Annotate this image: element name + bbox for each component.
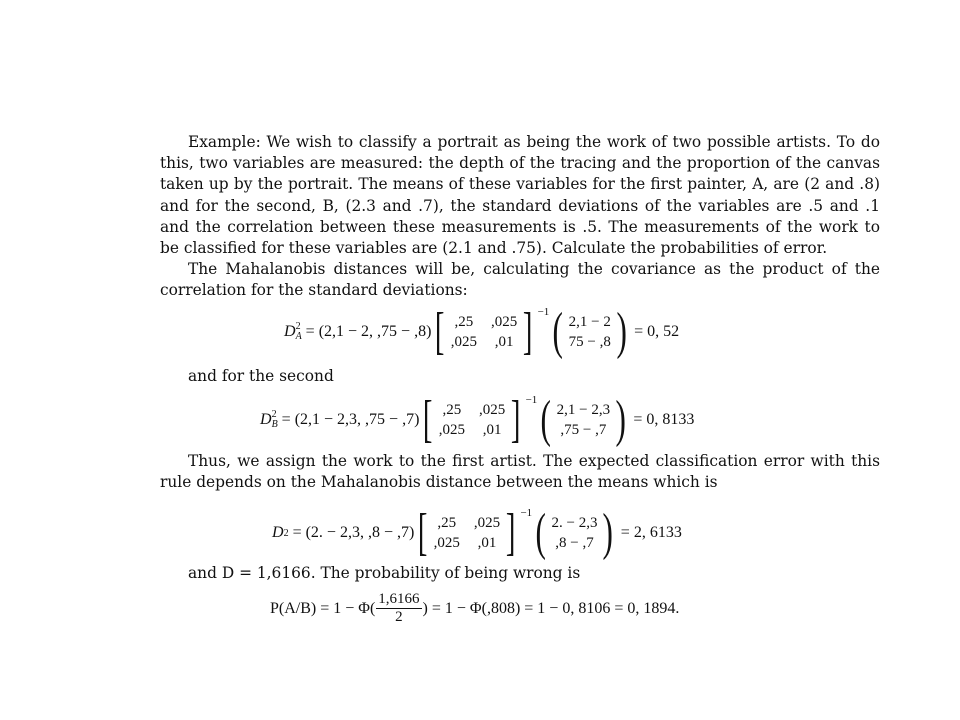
eq3-matrix	[434, 515, 501, 552]
conclusion-paragraph: Thus, we assign the work to the first artist. The expected classification error with this rule depends on the Mahalanobis distance between the means which is	[160, 452, 880, 492]
eq3-left-paren: (	[535, 504, 547, 561]
eq1-row-vector: = (2,1 − 2, ,75 − ,8)	[305, 323, 432, 340]
eq3-inverse-exponent: −1	[520, 507, 533, 519]
mahalanobis-paragraph: The Mahalanobis distances will be, calculating the covariance as the product of the correlation for the standard deviations:	[160, 260, 880, 300]
eq3-matrix-cell: ,25	[437, 514, 457, 531]
eq1-lhs-sub: A	[295, 331, 302, 342]
eq2-matrix-cell: ,01	[482, 421, 502, 438]
eq2-column-vector	[557, 402, 610, 439]
eq3-lhs-sup: 2	[283, 527, 289, 539]
and-for-second-text: and for the second	[188, 367, 334, 385]
eq2-matrix	[439, 402, 506, 439]
eq1-matrix-cell: ,25	[454, 313, 474, 330]
eq3-right-bracket: ]	[506, 504, 516, 561]
eq2-matrix-cell: ,025	[438, 421, 465, 438]
eq2-lhs-sub: B	[271, 419, 278, 430]
eq1-matrix-cell: ,01	[494, 333, 514, 350]
example-paragraph: Example: We wish to classify a portrait as being the work of two possible artists. To do this, two variables are measured: the depth of the tracing and the proportion of the canvas taken up by the portrait. The means of these variables for the first painter, A, are (2 and .8) and for the second, B, (2.3 and .7), the standard deviations of the variables are .5 and .1 and the correlation between these measurements is .5. The measurements of the work to be classified for these variables are (2.1 and .75). Calculate the probabilities of error.	[160, 133, 880, 258]
eq2-left-bracket: [	[423, 391, 433, 448]
eq3-vector-cell: 2. − 2,3	[551, 514, 598, 531]
eq2-matrix-cell: ,25	[442, 401, 462, 418]
eq1-matrix	[451, 314, 518, 351]
equation-da	[284, 303, 680, 360]
eq2-left-paren: (	[540, 391, 552, 448]
eq2-lhs-var: D	[260, 411, 272, 428]
eq4-rhs: ) = 1 − Φ(,808) = 1 − 0, 8106 = 0, 1894.	[422, 599, 680, 617]
eq2-vector-cell: 2,1 − 2,3	[556, 401, 611, 418]
eq1-matrix-cell: ,025	[450, 333, 477, 350]
equation-d-means	[272, 504, 682, 561]
eq3-row-vector: = (2. − 2,3, ,8 − ,7)	[292, 524, 415, 541]
intro-paragraphs	[160, 132, 880, 302]
eq2-inverse-exponent: −1	[525, 394, 538, 406]
eq4-lhs: P(A/B) = 1 − Φ(	[270, 599, 376, 617]
eq3-matrix-cell: ,025	[433, 534, 460, 551]
eq3-right-paren: )	[602, 504, 614, 561]
eq3-vector-cell: ,8 − ,7	[555, 534, 594, 551]
eq3-column-vector	[552, 515, 598, 552]
eq3-lhs-var: D	[272, 524, 284, 541]
eq3-matrix-cell: ,025	[473, 514, 501, 531]
eq1-right-paren: )	[616, 303, 627, 360]
d-value-text: and D = 1,6166. The probability of being wrong is	[188, 564, 581, 582]
eq1-inverse-exponent: −1	[537, 306, 550, 318]
eq1-result: = 0, 52	[634, 323, 680, 340]
equation-db	[260, 391, 695, 448]
eq1-column-vector	[569, 314, 611, 351]
eq3-result: = 2, 6133	[620, 524, 682, 541]
eq4-fraction	[376, 591, 421, 626]
conclusion-paragraph-block	[160, 451, 880, 493]
eq4-fraction-numerator: 1,6166	[378, 591, 420, 607]
eq3-matrix-cell: ,01	[477, 534, 497, 551]
eq1-lhs-sup: 2	[295, 321, 301, 332]
eq3-left-bracket: [	[418, 504, 428, 561]
eq2-row-vector: = (2,1 − 2,3, ,75 − ,7)	[281, 411, 420, 428]
eq1-matrix-cell: ,025	[490, 313, 518, 330]
eq1-lhs-var: D	[284, 323, 296, 340]
eq2-lhs-sup: 2	[271, 409, 277, 420]
eq1-vector-cell: 75 − ,8	[568, 333, 611, 350]
equation-probability	[270, 591, 679, 626]
eq2-right-paren: )	[615, 391, 626, 448]
eq2-result: = 0, 8133	[633, 411, 695, 428]
eq2-vector-cell: ,75 − ,7	[560, 421, 607, 438]
eq2-right-bracket: ]	[511, 391, 521, 448]
eq2-matrix-cell: ,025	[478, 401, 506, 418]
eq1-left-bracket: [	[435, 303, 445, 360]
eq4-fraction-denominator: 2	[395, 609, 403, 625]
eq1-right-bracket: ]	[523, 303, 533, 360]
eq1-vector-cell: 2,1 − 2	[568, 313, 611, 330]
eq1-left-paren: (	[552, 303, 564, 360]
